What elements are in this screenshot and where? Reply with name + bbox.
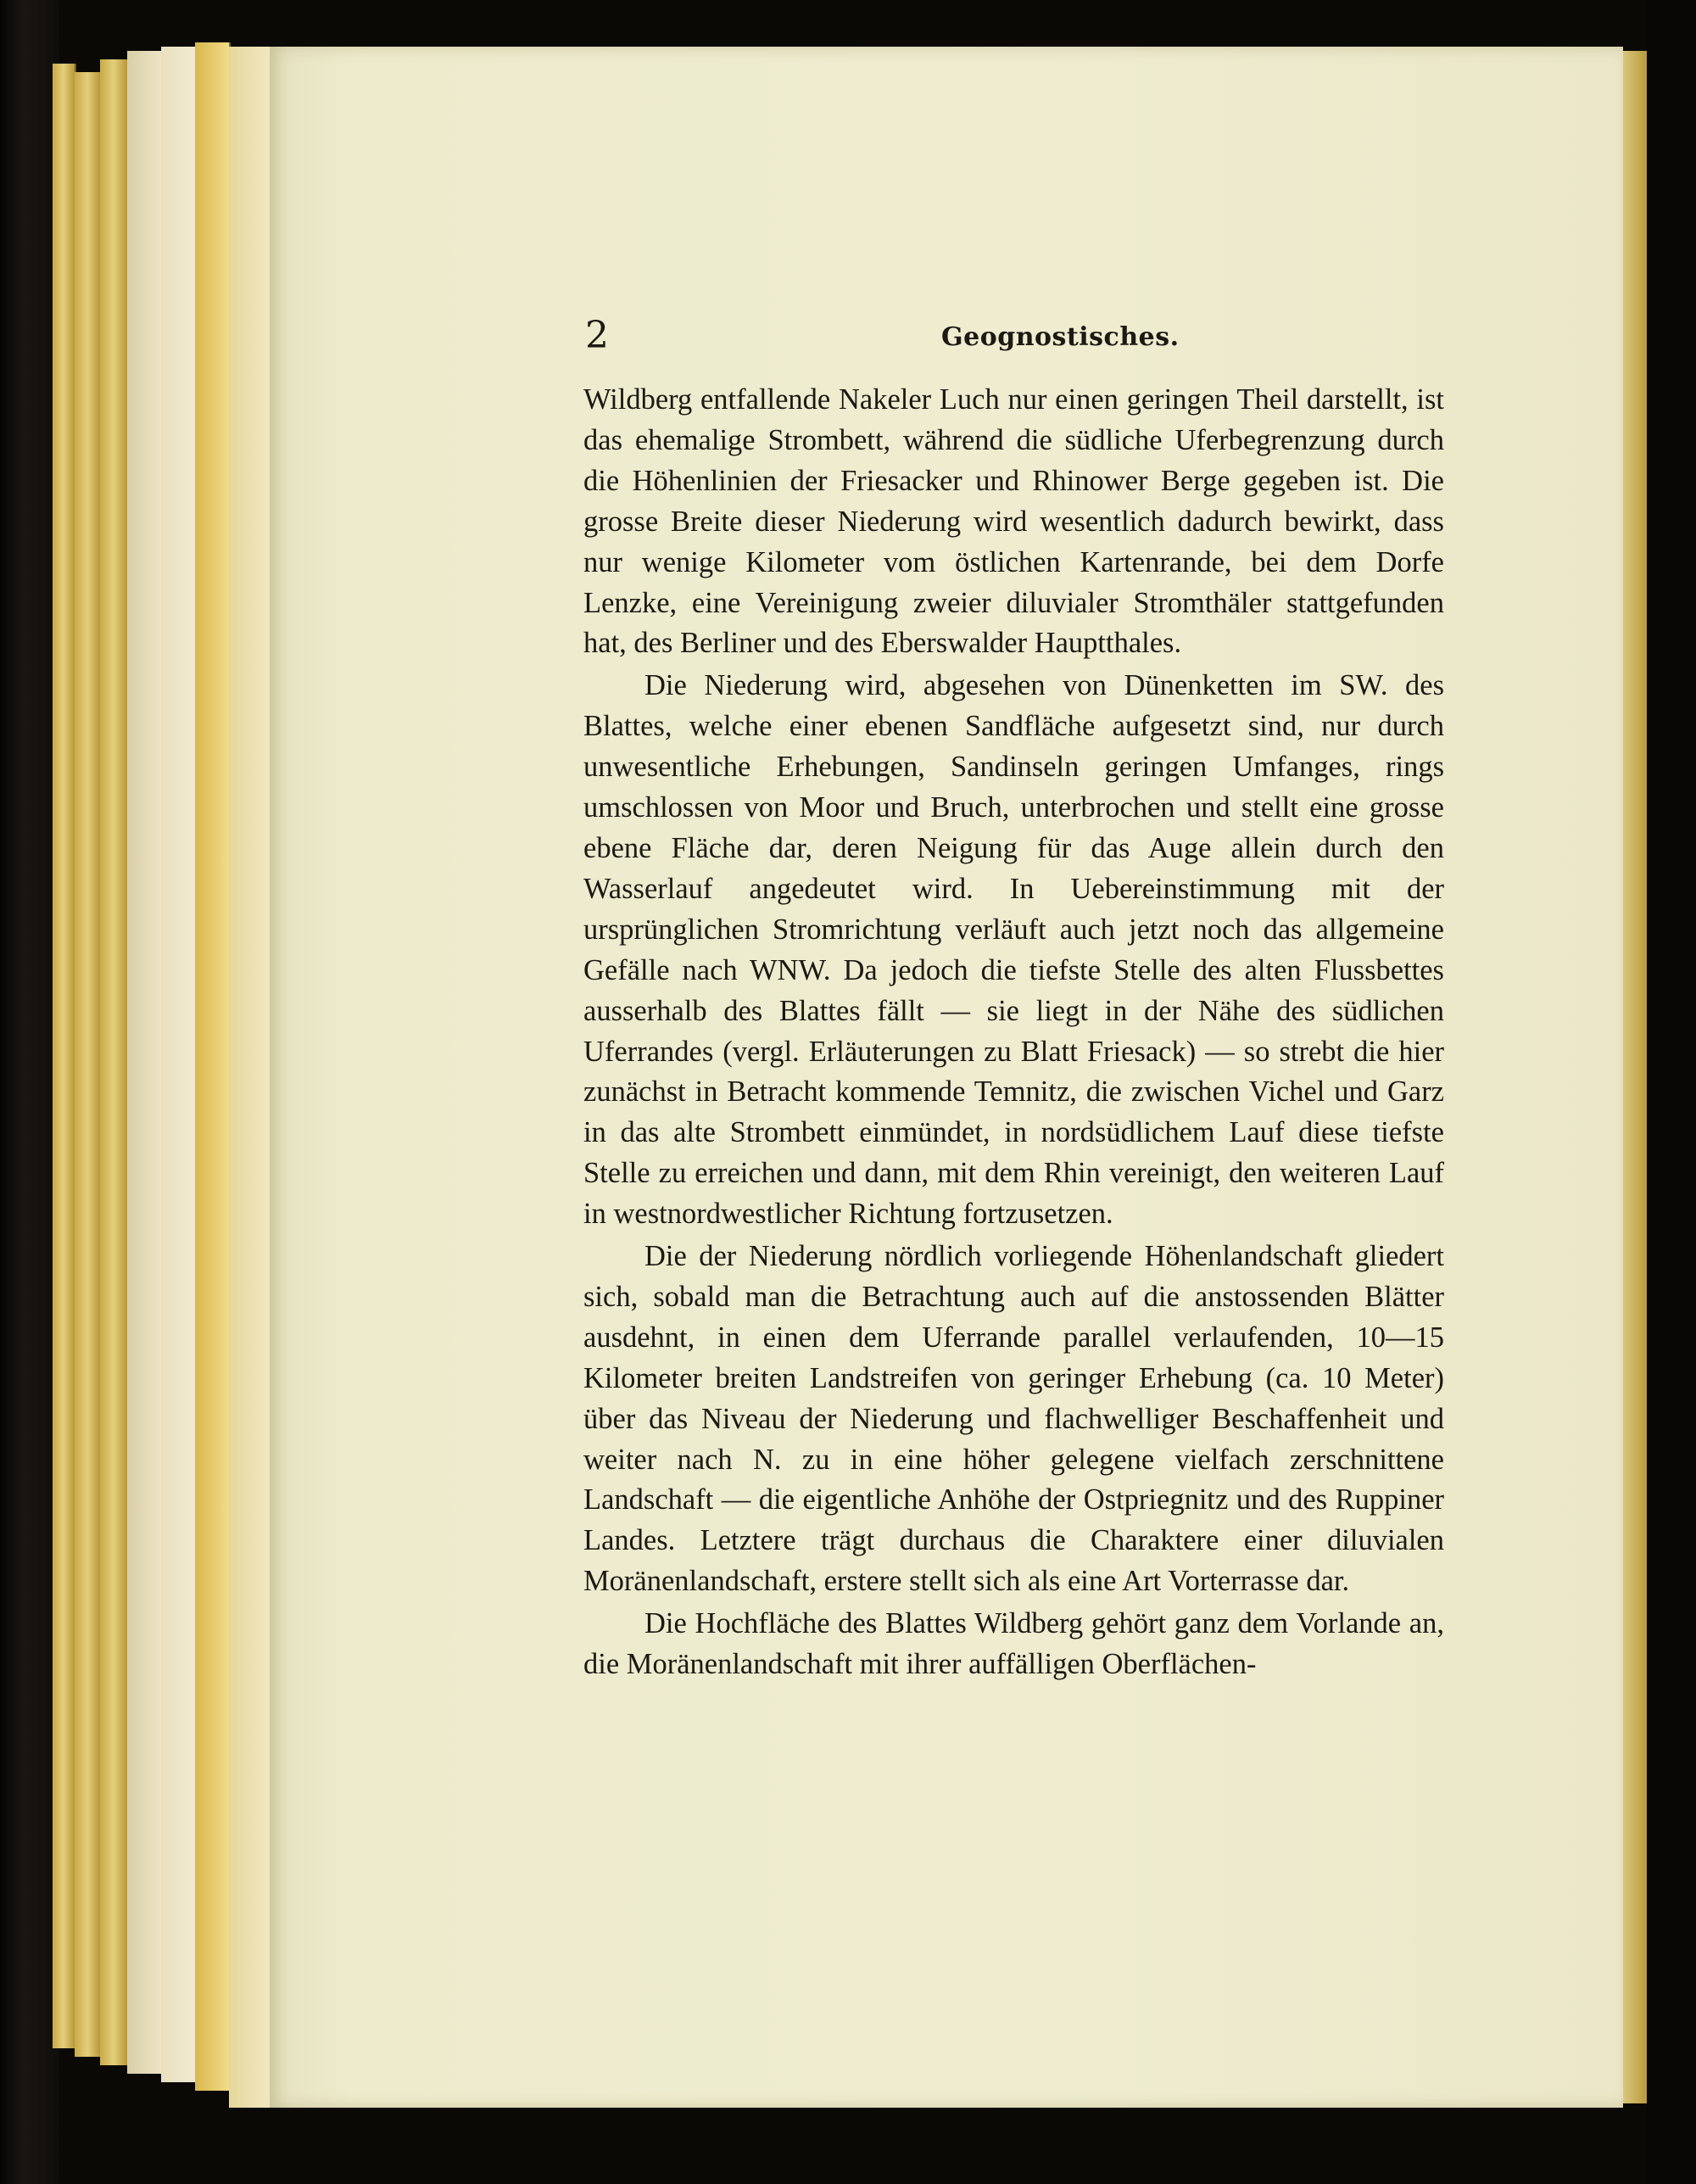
- page-header: [585, 314, 1442, 365]
- paragraph: Die der Niederung nördlich vorliegende Höhenlandschaft gliedert sich, sobald man die Betrachtung auch auf die anstossenden Blätter ausdehnt, in einen dem Uferrande parallel verlaufenden, 10—15 Kilometer breiten Landstreifen von geringer Erhebung (ca. 10 Meter) über das Niveau der Niederung und flachwelliger Beschaffenheit und weiter nach N. zu in eine höher gelegene vielfach zerschnittene Landschaft — die eigentliche Anhöhe der Ostpriegnitz und des Ruppiner Landes. Letztere trägt durchaus die Charaktere einer diluvialen Moränenlandschaft, erstere stellt sich als eine Art Vorterrasse dar.: [583, 1240, 1444, 1598]
- book-cover-right: [1647, 0, 1696, 2184]
- running-head: Geognostisches.: [941, 322, 1180, 352]
- page-edge: [75, 72, 102, 2057]
- page-edge: [161, 47, 197, 2082]
- page-edge: [53, 64, 76, 2048]
- book-cover-left: [0, 0, 59, 2184]
- page-edge: [229, 47, 273, 2108]
- page-edge: [195, 42, 231, 2091]
- page-edge: [127, 51, 163, 2074]
- paragraph: Die Niederung wird, abgesehen von Dünenketten im SW. des Blattes, welche einer ebenen Sandfläche aufgesetzt sind, nur durch unwesentliche Erhebungen, Sandinseln geringen Umfanges, rings umschlossen von Moor und Bruch, unterbrochen und stellt eine grosse ebene Fläche dar, deren Neigung für das Auge allein durch den Wasserlauf angedeutet wird. In Uebereinstimmung mit der ursprünglichen Stromrichtung verläuft auch jetzt noch das allgemeine Gefälle nach WNW. Da jedoch die tiefste Stelle des alten Flussbettes ausserhalb des Blattes fällt — sie liegt in der Nähe des südlichen Uferrandes (vergl. Erläuterungen zu Blatt Friesack) — so strebt die hier zunächst in Betracht kommende Temnitz, die zwischen Vichel und Garz in das alte Strombett einmündet, in nordsüdlichem Lauf diese tiefste Stelle zu erreichen und dann, mit dem Rhin vereinigt, den weiteren Lauf in westnordwestlicher Richtung fortzusetzen.: [583, 669, 1444, 1231]
- paragraph: Wildberg entfallende Nakeler Luch nur einen geringen Theil darstellt, ist das ehemalige Strombett, während die südliche Uferbegrenzung durch die Höhenlinien der Friesacker und Rhinower Berge gegeben ist. Die grosse Breite dieser Niederung wird wesentlich dadurch bewirkt, dass nur wenige Kilometer vom östlichen Kartenrande, bei dem Dorfe Lenzke, eine Vereinigung zweier diluvialer Stromthäler stattgefunden hat, des Berliner und des Eberswalder Hauptthales.: [583, 383, 1444, 660]
- page-edge-right: [1623, 51, 1647, 2103]
- page-number: 2: [585, 314, 609, 357]
- paragraph: Die Hochfläche des Blattes Wildberg gehört ganz dem Vorlande an, die Moränenlandschaft mit ihrer auffälligen Oberflächen-: [583, 1607, 1444, 1681]
- page-edge: [100, 59, 129, 2065]
- body-text: [583, 380, 1444, 1687]
